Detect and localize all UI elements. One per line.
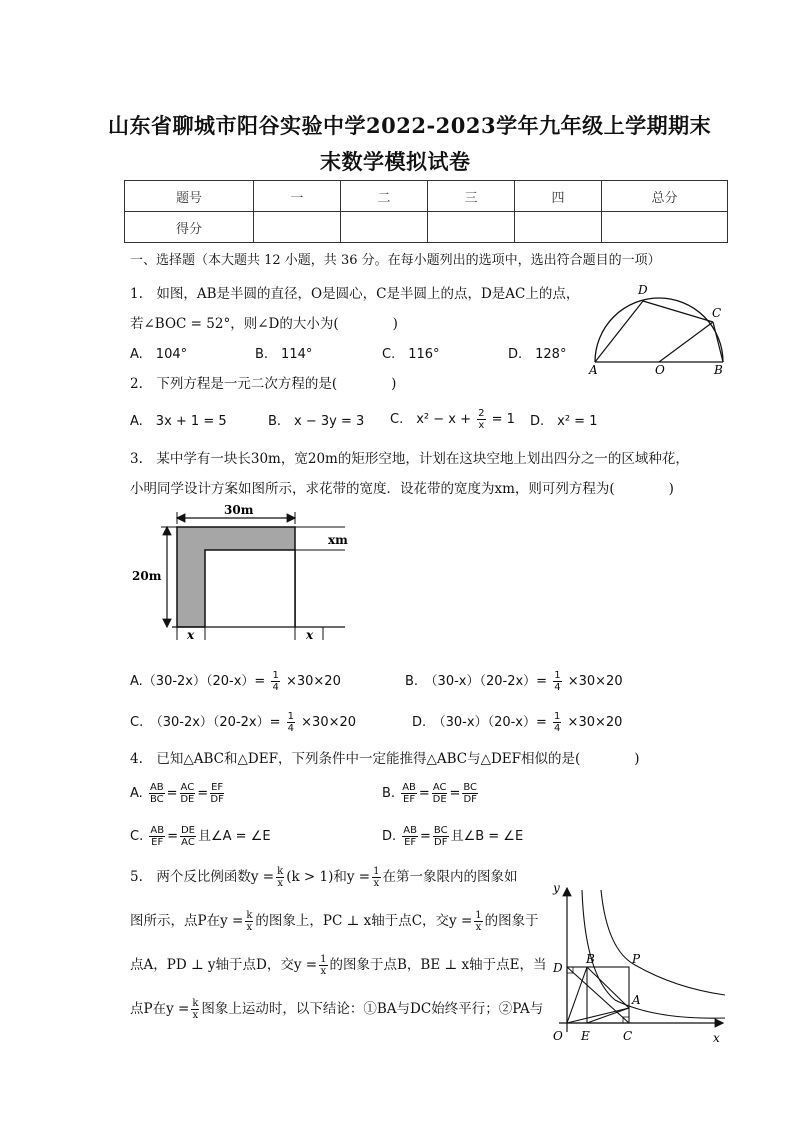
q4-stem: 4. 已知△ABC和△DEF，下列条件中一定能推得△ABC与△DEF相似的是( ) bbox=[130, 751, 640, 767]
q2-option-c-pre: C. x² − x + bbox=[390, 412, 471, 427]
q1-stem-line1: 1. 如图，AB是半圆的直径，O是圆心，C是半圆上的点，D是AC上的点， bbox=[130, 286, 580, 302]
label-c: C bbox=[712, 306, 722, 320]
score-table bbox=[124, 180, 728, 243]
fraction bbox=[191, 998, 199, 1021]
fraction bbox=[149, 782, 165, 805]
score-header-cell: 四 bbox=[515, 181, 602, 212]
q2-option-a[interactable]: A. 3x + 1 = 5 bbox=[130, 414, 227, 429]
option-label: C. bbox=[130, 829, 144, 844]
label-x: x bbox=[713, 1031, 720, 1045]
label-x-left: x bbox=[187, 628, 195, 642]
fraction-num: EF bbox=[211, 782, 224, 793]
text-segment: 5. 两个反比例函数y = bbox=[130, 869, 275, 885]
text-segment: 在第一象限内的图象如 bbox=[382, 869, 518, 885]
score-table-header-row bbox=[125, 181, 728, 212]
score-cell[interactable] bbox=[602, 212, 728, 243]
label-30m: 30m bbox=[224, 503, 254, 517]
fraction-num: AB bbox=[403, 825, 417, 836]
label-y: y bbox=[553, 881, 560, 895]
fraction-num: AB bbox=[402, 782, 416, 793]
fraction-den: EF bbox=[151, 837, 164, 848]
fraction-num: 2 bbox=[478, 408, 485, 419]
q2-option-b[interactable]: B. x − 3y = 3 bbox=[268, 414, 365, 429]
segment-oa bbox=[567, 1008, 629, 1023]
score-cell[interactable] bbox=[515, 212, 602, 243]
score-cell[interactable] bbox=[428, 212, 515, 243]
fraction-num: 1 bbox=[373, 866, 380, 877]
fraction-den: x bbox=[246, 922, 253, 933]
fraction-num: 1 bbox=[320, 954, 327, 965]
fraction-den: x bbox=[373, 878, 380, 889]
fraction-num: AC bbox=[180, 782, 195, 793]
score-row-label: 得分 bbox=[125, 212, 254, 243]
fraction bbox=[477, 408, 485, 431]
label-b: B bbox=[714, 363, 723, 376]
fraction-num: AB bbox=[150, 825, 165, 836]
page-title-line2: 末数学模拟试卷 bbox=[320, 149, 471, 174]
fraction-num: 1 bbox=[287, 711, 295, 722]
q2-stem: 2. 下列方程是一元二次方程的是( ) bbox=[130, 376, 397, 392]
text-segment: 点P在y = bbox=[130, 1001, 190, 1017]
fraction-den: x bbox=[475, 922, 482, 933]
fraction bbox=[180, 825, 196, 848]
fraction-num: k bbox=[246, 910, 253, 921]
option-label: D. bbox=[382, 829, 397, 844]
q1-option-c[interactable]: C. 116° bbox=[382, 347, 440, 362]
q4-option-c[interactable]: C. $\frac{AB}{EF}$ = $\frac{DE}{AC}$ 且∠A = ∠E bbox=[130, 825, 271, 848]
fraction bbox=[474, 910, 482, 933]
segment-dc bbox=[643, 301, 713, 322]
fraction-num: 1 bbox=[272, 670, 279, 681]
q3-option-c[interactable] bbox=[130, 711, 356, 734]
text-segment: 点A，PD ⊥ y轴于点D，交y = bbox=[130, 957, 318, 973]
text-segment: 图所示，点P在y = bbox=[130, 913, 244, 929]
q3-option-a-pre: A.（30-2x）（20-x）= bbox=[130, 674, 266, 689]
score-cell[interactable] bbox=[254, 212, 341, 243]
q2-option-c[interactable] bbox=[390, 408, 515, 431]
fraction-num: k bbox=[192, 998, 199, 1009]
q3-option-d[interactable] bbox=[412, 711, 622, 734]
fraction-den: 4 bbox=[554, 723, 561, 734]
fraction-den: EF bbox=[404, 837, 417, 848]
q3-stem-line1: 3. 某中学有一块长30m，宽20m的矩形空地，计划在这块空地上划出四分之一的区域种花， bbox=[130, 451, 689, 467]
fraction-den: x bbox=[478, 420, 485, 431]
fraction bbox=[401, 782, 417, 805]
q1-option-d[interactable]: D. 128° bbox=[508, 347, 567, 362]
q2-option-c-post: = 1 bbox=[491, 412, 515, 427]
q3-option-a-post: ×30×20 bbox=[285, 674, 341, 689]
q3-option-a[interactable] bbox=[130, 670, 341, 693]
section-heading: 一、选择题（本大题共 12 小题，共 36 分。在每小题列出的选项中，选出符合题目的一项） bbox=[130, 253, 661, 268]
q2-option-d[interactable]: D. x² = 1 bbox=[530, 414, 598, 429]
text-segment: 图象上运动时，以下结论：①BA与DC始终平行；②PA与 bbox=[201, 1001, 544, 1017]
q5-stem-line1 bbox=[130, 866, 518, 889]
text-segment: 的图象上，PC ⊥ x轴于点C，交y = bbox=[255, 913, 473, 929]
fraction-den: DF bbox=[210, 794, 224, 805]
semicircle-arc bbox=[595, 298, 723, 362]
label-a: A bbox=[632, 993, 641, 1007]
fraction bbox=[553, 670, 561, 693]
fraction-den: BC bbox=[149, 794, 164, 805]
fraction-den: DF bbox=[463, 794, 477, 805]
fraction-den: x bbox=[277, 878, 283, 889]
label-c: C bbox=[623, 1029, 633, 1043]
label-a: A bbox=[589, 363, 598, 376]
label-d: D bbox=[553, 961, 563, 975]
score-header-cell: 题号 bbox=[125, 181, 254, 212]
segment-cb bbox=[713, 322, 723, 362]
fraction-den: 4 bbox=[272, 682, 279, 693]
option-label: A. bbox=[130, 786, 143, 801]
label-o: O bbox=[655, 363, 665, 376]
fraction bbox=[372, 866, 380, 889]
q5-stem-line3 bbox=[130, 954, 546, 977]
score-header-cell: 二 bbox=[341, 181, 428, 212]
fraction bbox=[276, 866, 284, 889]
label-20m: 20m bbox=[132, 569, 162, 583]
q3-option-d-post: ×30×20 bbox=[567, 715, 623, 730]
label-x-right: x bbox=[306, 628, 314, 642]
fraction bbox=[180, 782, 196, 805]
q4-option-d[interactable]: D. $\frac{AB}{EF}$ = $\frac{BC}{DF}$ 且∠B = ∠E bbox=[382, 825, 524, 848]
fraction bbox=[271, 670, 279, 693]
label-e: E bbox=[581, 1029, 590, 1043]
label-o: O bbox=[553, 1029, 563, 1043]
fraction-num: 1 bbox=[475, 910, 482, 921]
q3-option-d-pre: D. （30-x）（20-x）= bbox=[412, 715, 547, 730]
fraction-den: 4 bbox=[287, 723, 295, 734]
fraction bbox=[149, 825, 165, 848]
page-title-line1: 山东省聊城市阳谷实验中学2022-2023学年九年级上学期期末 bbox=[108, 113, 712, 138]
q4-option-a[interactable]: A. $\frac{AB}{BC}$ = $\frac{AC}{DE}$ = $\frac{EF}{DF}$ bbox=[130, 782, 224, 805]
inner-clear bbox=[205, 550, 295, 628]
q5-stem-line2 bbox=[130, 910, 539, 933]
q3-stem-line2: 小明同学设计方案如图所示，求花带的宽度．设花带的宽度为xm，则可列方程为( ) bbox=[130, 481, 674, 497]
fraction-den: DE bbox=[180, 794, 195, 805]
text-segment: 的图象于 bbox=[484, 913, 539, 929]
fraction bbox=[287, 711, 295, 734]
fraction bbox=[462, 782, 478, 805]
q1-stem-line2: 若∠BOC = 52°，则∠D的大小为( ) bbox=[130, 316, 398, 332]
q4-option-b[interactable]: B. $\frac{AB}{EF}$ = $\frac{AC}{DE}$ = $\frac{BC}{DF}$ bbox=[382, 782, 478, 805]
q1-option-b[interactable]: B. 114° bbox=[255, 347, 313, 362]
curve-k-over-x bbox=[601, 890, 725, 995]
q3-option-c-pre: C. （30-2x）（20-2x）= bbox=[130, 715, 281, 730]
score-header-cell: 一 bbox=[254, 181, 341, 212]
option-tail: 且∠B = ∠E bbox=[450, 829, 524, 844]
fraction-den: DF bbox=[434, 837, 448, 848]
score-cell[interactable] bbox=[341, 212, 428, 243]
fraction-den: x bbox=[320, 966, 327, 977]
fraction-den: x bbox=[192, 1010, 199, 1021]
fraction bbox=[402, 825, 418, 848]
fraction bbox=[319, 954, 327, 977]
label-b: B bbox=[586, 952, 595, 966]
fraction-num: BC bbox=[463, 782, 478, 793]
label-p: P bbox=[632, 952, 641, 966]
fraction-num: AC bbox=[432, 782, 447, 793]
q5-graph-figure bbox=[545, 880, 730, 1050]
q3-option-b-pre: B. （30-x）（20-2x）= bbox=[405, 674, 548, 689]
q1-option-a[interactable]: A. 104° bbox=[130, 347, 188, 362]
fraction-num: 1 bbox=[554, 670, 561, 681]
fraction-den: AC bbox=[181, 837, 195, 848]
fraction bbox=[553, 711, 561, 734]
q5-stem-line4 bbox=[130, 998, 543, 1021]
score-header-cell: 三 bbox=[428, 181, 515, 212]
option-tail: 且∠A = ∠E bbox=[198, 829, 271, 844]
q3-option-c-post: ×30×20 bbox=[301, 715, 357, 730]
q1-semicircle-figure bbox=[585, 278, 730, 376]
segment-oc bbox=[659, 322, 713, 362]
text-segment: (k > 1)和y = bbox=[286, 869, 371, 885]
score-header-cell: 总分 bbox=[602, 181, 728, 212]
fraction-num: AB bbox=[149, 782, 164, 793]
fraction bbox=[210, 782, 224, 805]
option-label: B. bbox=[382, 786, 396, 801]
fraction-num: k bbox=[277, 866, 284, 877]
fraction-num: BC bbox=[433, 825, 448, 836]
fraction bbox=[245, 910, 253, 933]
fraction-den: 4 bbox=[554, 682, 561, 693]
q3-flowerbed-figure bbox=[130, 500, 370, 648]
fraction-den: DE bbox=[432, 794, 447, 805]
label-xm: xm bbox=[328, 533, 348, 547]
q3-option-b[interactable] bbox=[405, 670, 623, 693]
score-table-row bbox=[125, 212, 728, 243]
fraction bbox=[432, 782, 448, 805]
fraction-num: DE bbox=[180, 825, 195, 836]
fraction-den: EF bbox=[403, 794, 416, 805]
fraction-num: 1 bbox=[554, 711, 561, 722]
segment-ba bbox=[587, 967, 629, 1008]
text-segment: 的图象于点B，BE ⊥ x轴于点E，当 bbox=[329, 957, 547, 973]
q3-option-b-post: ×30×20 bbox=[567, 674, 623, 689]
label-d: D bbox=[638, 283, 648, 297]
fraction bbox=[433, 825, 449, 848]
